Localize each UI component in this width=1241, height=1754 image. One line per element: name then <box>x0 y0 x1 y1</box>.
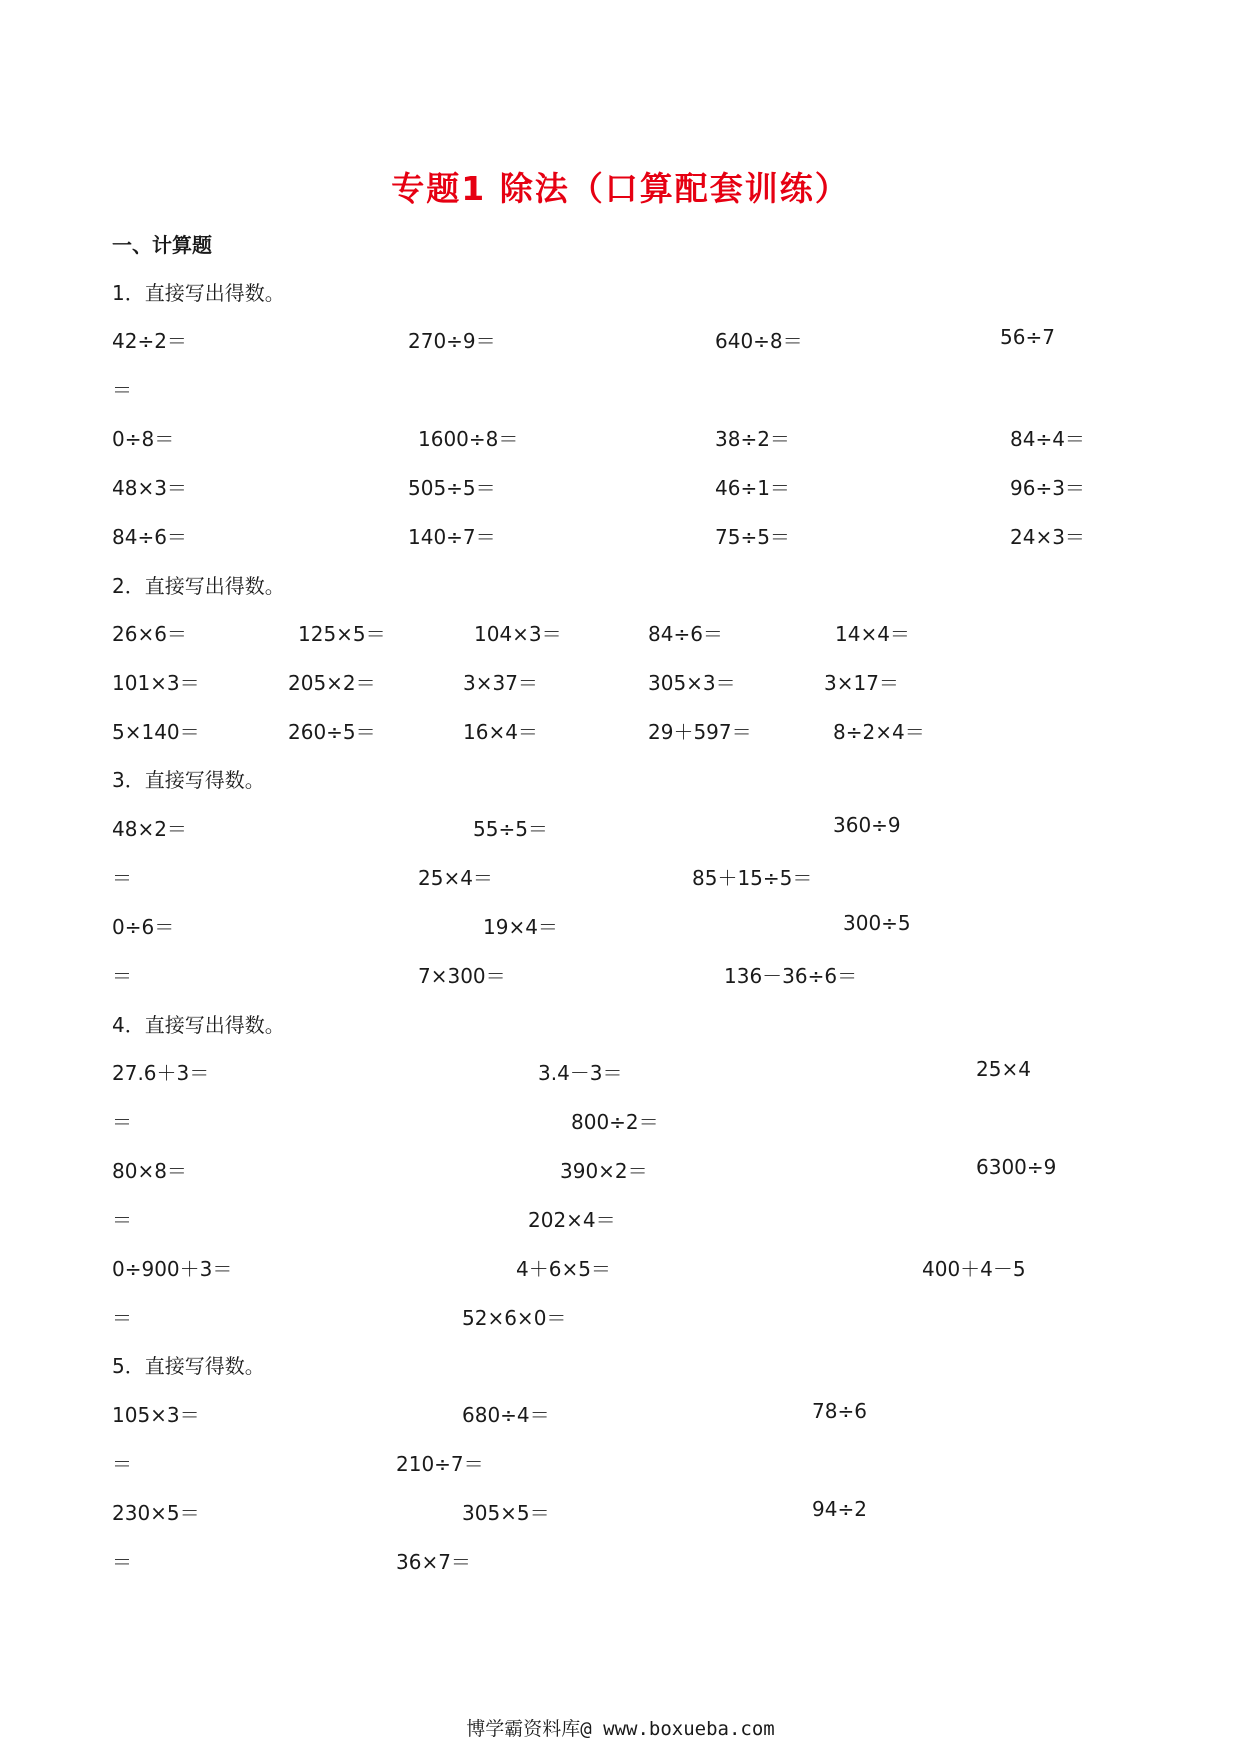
q4-expr: 25×4 <box>976 1057 1031 1081</box>
q4-expr: 6300÷9 <box>976 1155 1057 1179</box>
q4-expr: 27.6＋3＝ <box>112 1061 210 1085</box>
q4-expr: 4＋6×5＝ <box>516 1257 611 1281</box>
q3-expr: 19×4＝ <box>483 915 558 939</box>
q3-expr: ＝ <box>112 866 132 890</box>
q3-expr: ＝ <box>112 964 132 988</box>
q1-expr: 46÷1＝ <box>715 476 790 500</box>
q1-expr: 0÷8＝ <box>112 427 175 451</box>
q1-expr: 1600÷8＝ <box>418 427 519 451</box>
q5-expr: 105×3＝ <box>112 1403 200 1427</box>
q2-expr: 8÷2×4＝ <box>833 720 925 744</box>
q4-expr: ＝ <box>112 1306 132 1330</box>
q1-expr: 24×3＝ <box>1010 525 1085 549</box>
q3-expr: 25×4＝ <box>418 866 493 890</box>
q1-expr: 84÷4＝ <box>1010 427 1085 451</box>
q4-expr: 390×2＝ <box>560 1159 648 1183</box>
q1-expr: 75÷5＝ <box>715 525 790 549</box>
q2-expr: 104×3＝ <box>474 622 562 646</box>
q1-expr: 270÷9＝ <box>408 329 496 353</box>
q4-expr: 0÷900＋3＝ <box>112 1257 233 1281</box>
q2-expr: 29＋597＝ <box>648 720 752 744</box>
question-2-label: 2．直接写出得数。 <box>112 574 285 598</box>
q1-expr: 48×3＝ <box>112 476 187 500</box>
q4-expr: 400＋4－5 <box>922 1257 1026 1281</box>
q4-expr: 80×8＝ <box>112 1159 187 1183</box>
q4-expr: 3.4－3＝ <box>538 1061 623 1085</box>
q2-expr: 101×3＝ <box>112 671 200 695</box>
q1-expr: 38÷2＝ <box>715 427 790 451</box>
q2-expr: 84÷6＝ <box>648 622 723 646</box>
question-5-label: 5．直接写得数。 <box>112 1354 265 1378</box>
q3-expr: 85＋15÷5＝ <box>692 866 813 890</box>
q3-expr: 300÷5 <box>843 911 911 935</box>
q5-expr: 78÷6 <box>812 1399 867 1423</box>
page-title: 专题1 除法（口算配套训练） <box>391 169 850 208</box>
q4-expr: ＝ <box>112 1208 132 1232</box>
q1-expr-continuation: ＝ <box>112 378 132 402</box>
q1-expr: 505÷5＝ <box>408 476 496 500</box>
q1-expr: 42÷2＝ <box>112 329 187 353</box>
q3-expr: 0÷6＝ <box>112 915 175 939</box>
q2-expr: 205×2＝ <box>288 671 376 695</box>
q5-expr: ＝ <box>112 1550 132 1574</box>
q1-expr: 640÷8＝ <box>715 329 803 353</box>
q2-expr: 3×17＝ <box>824 671 899 695</box>
q4-expr: 52×6×0＝ <box>462 1306 567 1330</box>
q2-expr: 14×4＝ <box>835 622 910 646</box>
q1-expr: 84÷6＝ <box>112 525 187 549</box>
q2-expr: 125×5＝ <box>298 622 386 646</box>
q2-expr: 5×140＝ <box>112 720 200 744</box>
q5-expr: 305×5＝ <box>462 1501 550 1525</box>
q2-expr: 3×37＝ <box>463 671 538 695</box>
q2-expr: 26×6＝ <box>112 622 187 646</box>
q5-expr: 680÷4＝ <box>462 1403 550 1427</box>
q5-expr: 210÷7＝ <box>396 1452 484 1476</box>
q4-expr: ＝ <box>112 1110 132 1134</box>
q3-expr: 136－36÷6＝ <box>724 964 858 988</box>
q3-expr: 55÷5＝ <box>473 817 548 841</box>
q5-expr: ＝ <box>112 1452 132 1476</box>
q2-expr: 16×4＝ <box>463 720 538 744</box>
q4-expr: 202×4＝ <box>528 1208 616 1232</box>
q5-expr: 230×5＝ <box>112 1501 200 1525</box>
q1-expr: 56÷7 <box>1000 325 1055 349</box>
q4-expr: 800÷2＝ <box>571 1110 659 1134</box>
section-heading: 一、计算题 <box>112 233 212 257</box>
q1-expr: 140÷7＝ <box>408 525 496 549</box>
q3-expr: 360÷9 <box>833 813 901 837</box>
q5-expr: 94÷2 <box>812 1497 867 1521</box>
question-4-label: 4．直接写出得数。 <box>112 1013 285 1037</box>
question-3-label: 3．直接写得数。 <box>112 768 265 792</box>
q3-expr: 48×2＝ <box>112 817 187 841</box>
q2-expr: 305×3＝ <box>648 671 736 695</box>
footer-watermark: 博学霸资料库@ www.boxueba.com <box>466 1718 775 1740</box>
q3-expr: 7×300＝ <box>418 964 506 988</box>
q1-expr: 96÷3＝ <box>1010 476 1085 500</box>
q5-expr: 36×7＝ <box>396 1550 471 1574</box>
q2-expr: 260÷5＝ <box>288 720 376 744</box>
question-1-label: 1．直接写出得数。 <box>112 281 285 305</box>
